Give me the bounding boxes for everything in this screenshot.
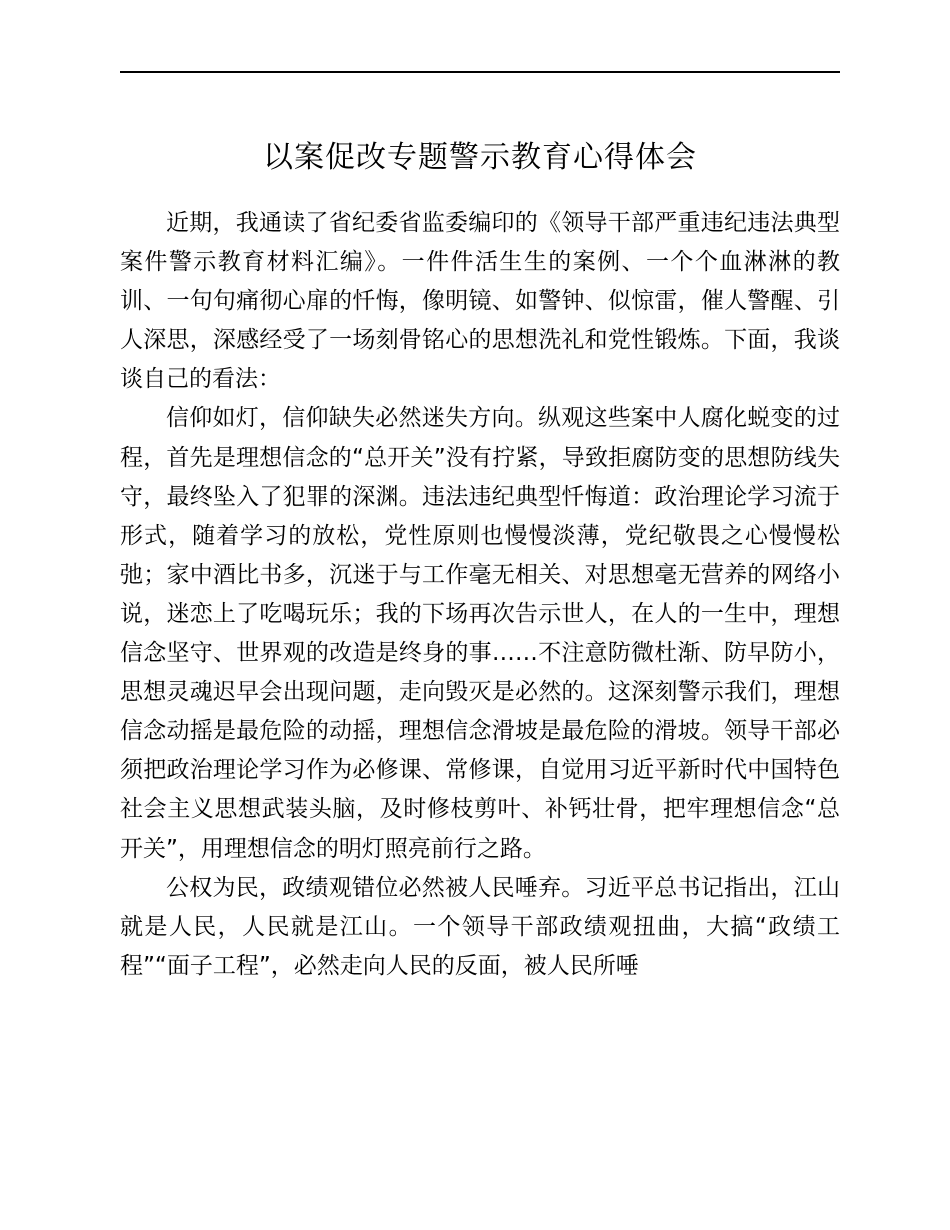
- document-body: [120, 204, 840, 986]
- paragraph-belief: 信仰如灯，信仰缺失必然迷失方向。纵观这些案中人腐化蜕变的过程，首先是理想信念的“总开关”没有拧紧，导致拒腐防变的思想防线失守，最终坠入了犯罪的深渊。违法违纪典型忏悔道：政治理论学习流于形式，随着学习的放松，党性原则也慢慢淡薄，党纪敬畏之心慢慢松弛；家中酒比书多，沉迷于与工作毫无相关、对思想毫无营养的网络小说，迷恋上了吃喝玩乐；我的下场再次告示世人，在人的一生中，理想信念坚守、世界观的改造是终身的事……不注意防微杜渐、防早防小，思想灵魂迟早会出现问题，走向毁灭是必然的。这深刻警示我们，理想信念动摇是最危险的动摇，理想信念滑坡是最危险的滑坡。领导干部必须把政治理论学习作为必修课、常修课，自觉用习近平新时代中国特色社会主义思想武装头脑，及时修枝剪叶、补钙壮骨，把牢理想信念“总开关”，用理想信念的明灯照亮前行之路。: [120, 405, 840, 862]
- document-title: 以案促改专题警示教育心得体会: [263, 140, 697, 175]
- paragraph-public-power: 公权为民，政绩观错位必然被人民唾弃。习近平总书记指出，江山就是人民，人民就是江山。一个领导干部政绩观扭曲，大搞“政绩工程”“面子工程”，必然走向人民的反面，被人民所唾: [120, 874, 840, 979]
- document-page: [120, 0, 840, 1230]
- header-rule: [120, 71, 840, 73]
- paragraph-intro: 近期，我通读了省纪委省监委编印的《领导干部严重违纪违法典型案件警示教育材料汇编》。一件件活生生的案例、一个个血淋淋的教训、一句句痛彻心扉的忏悔，像明镜、如警钟、似惊雷，催人警醒、引人深思，深感经受了一场刻骨铭心的思想洗礼和党性锻炼。下面，我谈谈自己的看法：: [120, 210, 840, 393]
